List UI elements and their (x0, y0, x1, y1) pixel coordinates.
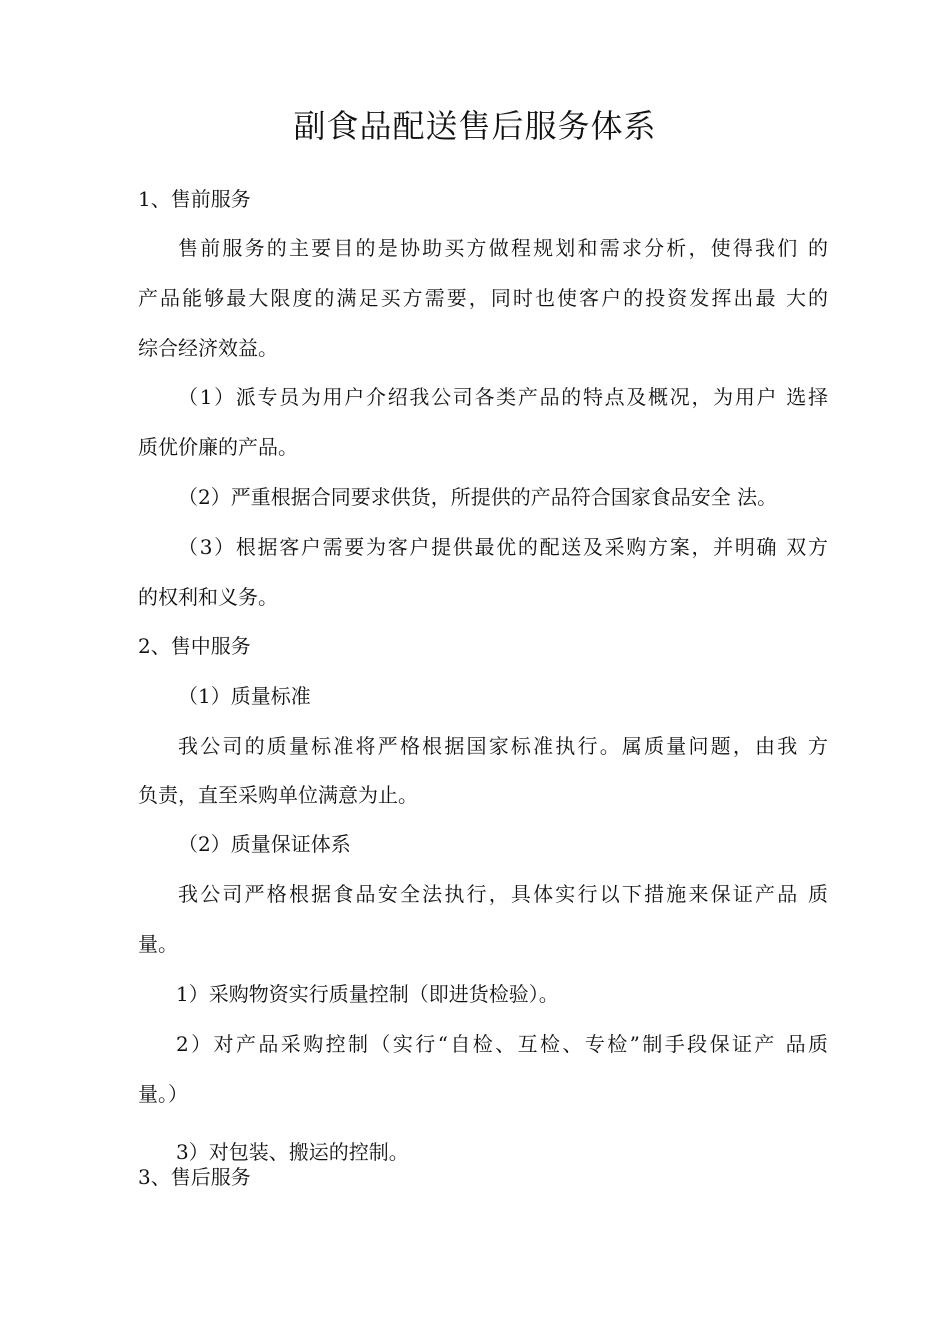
list-item-line: 量。） (138, 1082, 188, 1106)
section-heading-in-sale: 2、售中服务 (138, 634, 251, 658)
paragraph-line: 量。 (138, 932, 178, 956)
paragraph-line: 负责，直至采购单位满意为止。 (138, 783, 418, 807)
list-item-line: （3）根据客户需要为客户提供最优的配送及采购方案，并明确 双方 (178, 535, 828, 559)
list-item-line: 2）对产品采购控制（实行“自检、互检、专检”制手段保证产 品质 (176, 1032, 828, 1056)
subsection-heading: （1）质量标准 (178, 684, 311, 708)
paragraph-line: 售前服务的主要目的是协助买方做程规划和需求分析，使得我们 的 (178, 236, 828, 260)
list-item-line: 1）采购物资实行质量控制（即进货检验）。 (176, 982, 559, 1006)
list-item-line: （1）派专员为用户介绍我公司各类产品的特点及概况，为用户 选择 (178, 385, 828, 409)
list-item-line: 质优价廉的产品。 (138, 435, 298, 459)
list-item-line: 的权利和义务。 (138, 585, 278, 609)
paragraph-line: 产品能够最大限度的满足买方需要，同时也使客户的投资发挥出最 大的 (138, 286, 828, 310)
paragraph-line: 我公司严格根据食品安全法执行，具体实行以下措施来保证产品 质 (178, 882, 828, 906)
list-item-line: 3）对包装、搬运的控制。 (176, 1140, 409, 1164)
list-item-line: （2）严重根据合同要求供货，所提供的产品符合国家食品安全 法。 (178, 485, 778, 509)
paragraph-line: 综合经济效益。 (138, 336, 278, 360)
document-title: 副食品配送售后服务体系 (293, 107, 657, 145)
section-heading-presale: 1、售前服务 (138, 187, 251, 211)
subsection-heading: （2）质量保证体系 (178, 832, 351, 856)
section-heading-after-sale: 3、售后服务 (138, 1165, 251, 1189)
paragraph-line: 我公司的质量标准将严格根据国家标准执行。属质量问题，由我 方 (178, 734, 828, 758)
